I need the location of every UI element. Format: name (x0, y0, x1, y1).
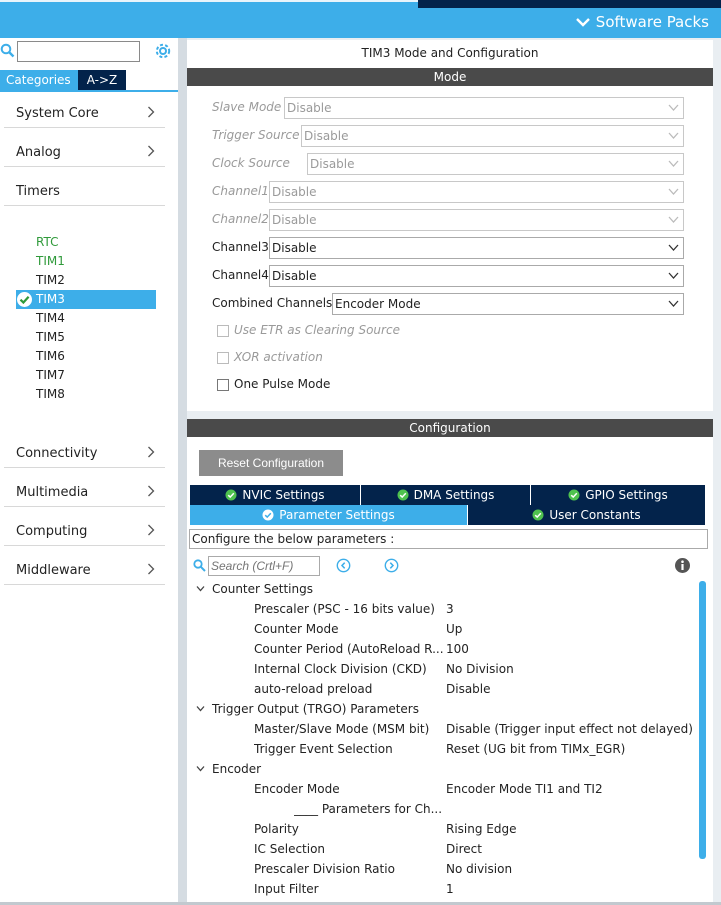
param-row[interactable] (187, 819, 697, 839)
param-name: Encoder Mode (254, 782, 340, 796)
category-label: System Core (16, 106, 99, 121)
param-row[interactable] (187, 599, 697, 619)
group-encoder[interactable] (187, 759, 697, 779)
chevron-right-icon (147, 563, 155, 575)
param-row[interactable] (187, 779, 697, 799)
category-connectivity[interactable] (4, 442, 165, 468)
checkbox-label: Use ETR as Clearing Source (234, 323, 400, 337)
param-value: Disable (446, 682, 491, 696)
select-value: Disable (287, 101, 332, 115)
param-value: 3 (446, 602, 454, 616)
gear-icon[interactable] (154, 42, 172, 60)
timers-list (16, 233, 156, 404)
param-name: Polarity (254, 822, 299, 836)
channel2-row (212, 209, 684, 231)
vertical-scrollbar[interactable] (699, 581, 706, 859)
group-label: Trigger Output (TRGO) Parameters (212, 702, 419, 716)
field-label: Channel4 (212, 268, 269, 282)
tab-parameter-settings[interactable] (190, 505, 468, 525)
tab-label: Parameter Settings (279, 508, 395, 522)
param-name: Prescaler (PSC - 16 bits value) (254, 602, 435, 616)
chevron-right-icon (147, 106, 155, 118)
select-value: Disable (272, 213, 317, 227)
param-name: IC Selection (254, 842, 326, 856)
param-value: Disable (Trigger input effect not delayed) (446, 722, 693, 736)
param-row[interactable] (187, 619, 697, 639)
check-circle-icon (225, 489, 237, 501)
header-dark-strip (418, 0, 721, 8)
param-value: Encoder Mode TI1 and TI2 (446, 782, 603, 796)
param-name: Prescaler Division Ratio (254, 862, 395, 876)
chevron-right-icon (147, 524, 155, 536)
param-row[interactable] (187, 739, 697, 759)
field-label: Channel2 (212, 212, 269, 226)
check-circle-icon (568, 489, 580, 501)
left-pane (0, 38, 178, 905)
tab-gpio-settings[interactable] (531, 485, 706, 505)
channel4-select[interactable] (269, 265, 684, 287)
param-name: Internal Clock Division (CKD) (254, 662, 427, 676)
timer-item-tim5[interactable]: TIM5 (36, 330, 65, 344)
search-icon (0, 43, 15, 58)
timer-item-tim1[interactable]: TIM1 (36, 254, 65, 268)
chevron-down-icon (668, 215, 679, 224)
param-name: Counter Mode (254, 622, 339, 636)
tab-nvic-settings[interactable] (190, 485, 361, 505)
chevron-down-icon (668, 131, 679, 140)
config-tabs-row-1 (190, 485, 706, 505)
tab-label: GPIO Settings (585, 488, 668, 502)
field-label: Channel1 (212, 184, 269, 198)
clock-source-row (212, 153, 684, 175)
tab-label: User Constants (549, 508, 641, 522)
category-timers[interactable] (4, 180, 165, 206)
select-value: Disable (272, 185, 317, 199)
field-label: Slave Mode (212, 100, 282, 114)
param-row[interactable] (187, 679, 697, 699)
chevron-down-icon (196, 585, 205, 592)
category-label: Connectivity (16, 446, 98, 461)
configuration-card (187, 419, 713, 905)
info-icon[interactable] (674, 557, 691, 574)
slave-mode-row (212, 97, 684, 119)
channel1-select (269, 181, 684, 203)
top-bar (0, 0, 721, 38)
page-title: TIM3 Mode and Configuration (361, 46, 539, 60)
tab-underline (0, 90, 178, 92)
group-label: Counter Settings (212, 582, 313, 596)
param-value: No Division (446, 662, 514, 676)
combined-channels-select[interactable] (332, 293, 684, 315)
next-icon[interactable] (384, 558, 399, 573)
channel2-select (269, 209, 684, 231)
reset-configuration-button[interactable]: Reset Configuration (199, 450, 343, 476)
param-name: ____ Parameters for Ch... (294, 802, 443, 816)
param-value: Reset (UG bit from TIMx_EGR) (446, 742, 626, 756)
tab-label: DMA Settings (413, 488, 495, 502)
software-packs-label: Software Packs (595, 13, 709, 31)
param-row[interactable] (187, 719, 697, 739)
select-value: Disable (272, 269, 317, 283)
select-value: Disable (304, 129, 349, 143)
search-icon (193, 559, 206, 572)
slave-mode-select (284, 97, 684, 119)
tab-a-z[interactable]: A->Z (78, 70, 126, 90)
configuration-section-header: Configuration (187, 419, 713, 437)
category-label: Analog (16, 145, 61, 160)
chevron-down-icon (196, 705, 205, 712)
tab-dma-settings[interactable] (361, 485, 531, 505)
trigger-source-row (212, 125, 684, 147)
check-circle-icon (16, 291, 33, 308)
timer-item-tim2[interactable]: TIM2 (36, 273, 65, 287)
category-tabs (0, 70, 126, 90)
param-row[interactable] (187, 659, 697, 679)
timer-item-tim6[interactable]: TIM6 (36, 349, 65, 363)
timer-label: TIM3 (36, 292, 65, 306)
category-label: Multimedia (16, 485, 89, 500)
header-tab-strip (0, 0, 418, 2)
checkbox-label: One Pulse Mode (234, 377, 331, 391)
checkbox-box (217, 325, 229, 337)
pane-splitter[interactable] (178, 38, 187, 905)
tab-label: NVIC Settings (242, 488, 325, 502)
category-middleware[interactable] (4, 559, 165, 585)
param-value: Direct (446, 842, 482, 856)
param-row[interactable] (187, 859, 697, 879)
mode-section-header: Mode (187, 68, 713, 86)
param-row[interactable] (187, 879, 697, 899)
param-name: auto-reload preload (254, 682, 373, 696)
check-circle-icon (532, 509, 544, 521)
chevron-right-icon (147, 145, 155, 157)
chevron-down-icon (668, 299, 679, 308)
trigger-source-select (301, 125, 684, 147)
tab-user-constants[interactable] (468, 505, 706, 525)
param-name: Trigger Event Selection (254, 742, 393, 756)
select-value: Encoder Mode (335, 297, 421, 311)
channel1-row (212, 181, 684, 203)
chevron-down-icon (668, 103, 679, 112)
category-computing[interactable] (4, 520, 165, 546)
chevron-right-icon (147, 485, 155, 497)
category-search-row (0, 38, 178, 66)
check-circle-icon (262, 509, 274, 521)
category-multimedia[interactable] (4, 481, 165, 507)
parameter-search-input[interactable] (208, 556, 320, 576)
channel4-row (212, 265, 684, 287)
timer-item-tim3[interactable] (16, 290, 156, 309)
select-value: Disable (310, 157, 355, 171)
category-analog[interactable] (4, 141, 165, 167)
field-label: Trigger Source (212, 128, 300, 142)
chevron-down-icon (668, 159, 679, 168)
config-tabs-row-2 (190, 505, 706, 525)
timer-item-tim8[interactable]: TIM8 (36, 387, 65, 401)
checkbox-box (217, 352, 229, 364)
chevron-right-icon (147, 446, 155, 458)
channel3-row (212, 237, 684, 259)
category-label: Computing (16, 524, 88, 539)
timer-item-tim7[interactable]: TIM7 (36, 368, 65, 382)
right-pane (187, 38, 721, 905)
param-row[interactable] (187, 839, 697, 859)
param-row-subheading (187, 799, 697, 819)
group-label: Encoder (212, 762, 262, 776)
group-trgo-parameters[interactable] (187, 699, 697, 719)
parameter-search-row (193, 555, 713, 577)
chevron-down-icon (668, 187, 679, 196)
chevron-down-icon (196, 765, 205, 772)
field-label: Clock Source (212, 156, 290, 170)
param-value: Up (446, 622, 463, 636)
chevron-down-icon (576, 17, 590, 27)
param-value: 100 (446, 642, 469, 656)
category-search-input[interactable] (17, 41, 140, 62)
param-value: Rising Edge (446, 822, 517, 836)
select-value: Disable (272, 241, 317, 255)
chevron-down-icon (668, 243, 679, 252)
configure-note: Configure the below parameters : (189, 529, 708, 549)
category-label: Timers (16, 184, 60, 199)
category-system-core[interactable] (4, 102, 165, 128)
field-label: Combined Channels (212, 296, 333, 310)
param-name: Counter Period (AutoReload R... (254, 642, 444, 656)
chevron-down-icon (668, 271, 679, 280)
category-label: Middleware (16, 563, 91, 578)
group-counter-settings[interactable] (187, 579, 697, 599)
tab-categories[interactable]: Categories (0, 70, 78, 90)
mode-card (187, 40, 713, 411)
software-packs-menu[interactable] (576, 13, 709, 31)
combined-channels-row (212, 293, 684, 315)
timer-item-rtc[interactable]: RTC (36, 235, 59, 249)
param-name: Master/Slave Mode (MSM bit) (254, 722, 430, 736)
clock-source-select (307, 153, 684, 175)
param-value: 1 (446, 882, 454, 896)
previous-icon[interactable] (336, 558, 351, 573)
timer-item-tim4[interactable]: TIM4 (36, 311, 65, 325)
check-circle-icon (397, 489, 409, 501)
param-row[interactable] (187, 639, 697, 659)
checkbox-label: XOR activation (234, 350, 323, 364)
field-label: Channel3 (212, 240, 269, 254)
param-value: No division (446, 862, 513, 876)
param-name: Input Filter (254, 882, 319, 896)
channel3-select[interactable] (269, 237, 684, 259)
checkbox-box[interactable] (217, 379, 229, 391)
